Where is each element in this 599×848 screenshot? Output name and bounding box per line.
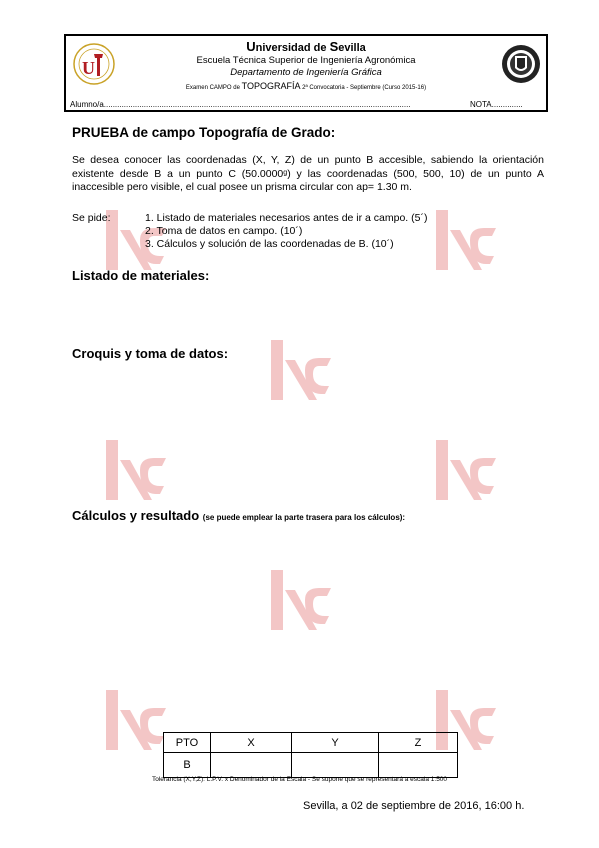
problem-statement: Se desea conocer las coordenadas (X, Y, Z) de un punto B accesible, sabiendo la orientación existente desde B a un punto C (50.0000ᵍ) y las coordenadas (500, 500, 10) de un punto A inaccesible pero visible, el cual posee un prisma circular con ap= 1.30 m. — [72, 154, 544, 193]
exam-info: Examen CAMPO de TOPOGRAFÍA 2ª Convocatoria - Septiembre (Curso 2015-16) — [185, 81, 427, 91]
department-name: Departamento de Ingeniería Gráfica — [230, 67, 382, 78]
table-cell — [292, 753, 379, 778]
exam-header — [64, 34, 548, 112]
column-header: Y — [292, 733, 379, 753]
watermark-logo — [100, 430, 180, 510]
calculations-note: (se puede emplear la parte trasera para los cálculos): — [202, 513, 406, 522]
task-list — [145, 212, 427, 251]
svg-text:U: U — [82, 58, 95, 78]
column-header: Z — [379, 733, 458, 753]
university-name: Universidad de Sevilla — [246, 39, 366, 54]
table-row — [164, 753, 458, 778]
coat-of-arms-logo — [499, 42, 543, 86]
watermark-logo — [430, 430, 510, 510]
table-cell — [211, 753, 292, 778]
exam-title: PRUEBA de campo Topografía de Grado: — [72, 125, 336, 140]
task-item: 1. Listado de materiales necesarios antes de ir a campo. (5´) — [145, 212, 428, 224]
table-cell: B — [164, 753, 211, 778]
watermark-logo — [430, 200, 510, 280]
results-table — [163, 732, 458, 778]
column-header: PTO — [164, 733, 211, 753]
student-name-field: Alumno/a.......................................................................................................................................... — [70, 100, 411, 109]
school-name: Escuela Técnica Superior de Ingeniería Agronómica — [196, 55, 416, 66]
watermark-logo — [265, 560, 345, 640]
watermark-logo — [265, 330, 345, 410]
grade-field: NOTA.............. — [470, 100, 523, 109]
sketch-heading: Croquis y toma de datos: — [72, 346, 229, 361]
table-header-row — [164, 733, 458, 753]
task-item: 3. Cálculos y solución de las coordenadas de B. (10´) — [145, 238, 394, 250]
tasks-label: Se pide: — [72, 212, 111, 224]
calculations-heading: Cálculos y resultado (se puede emplear la parte trasera para los cálculos): — [72, 508, 406, 523]
table-cell — [379, 753, 458, 778]
task-item: 2. Toma de datos en campo. (10´) — [145, 225, 303, 237]
signoff-date: Sevilla, a 02 de septiembre de 2016, 16:00 h. — [303, 800, 525, 812]
tolerance-note: Tolerancia (X,Y,Z): L.P.V. x Denominador de la Escala - Se supone que se representará a escala 1:500 — [151, 776, 448, 783]
materials-heading: Listado de materiales: — [72, 268, 210, 283]
column-header: X — [211, 733, 292, 753]
